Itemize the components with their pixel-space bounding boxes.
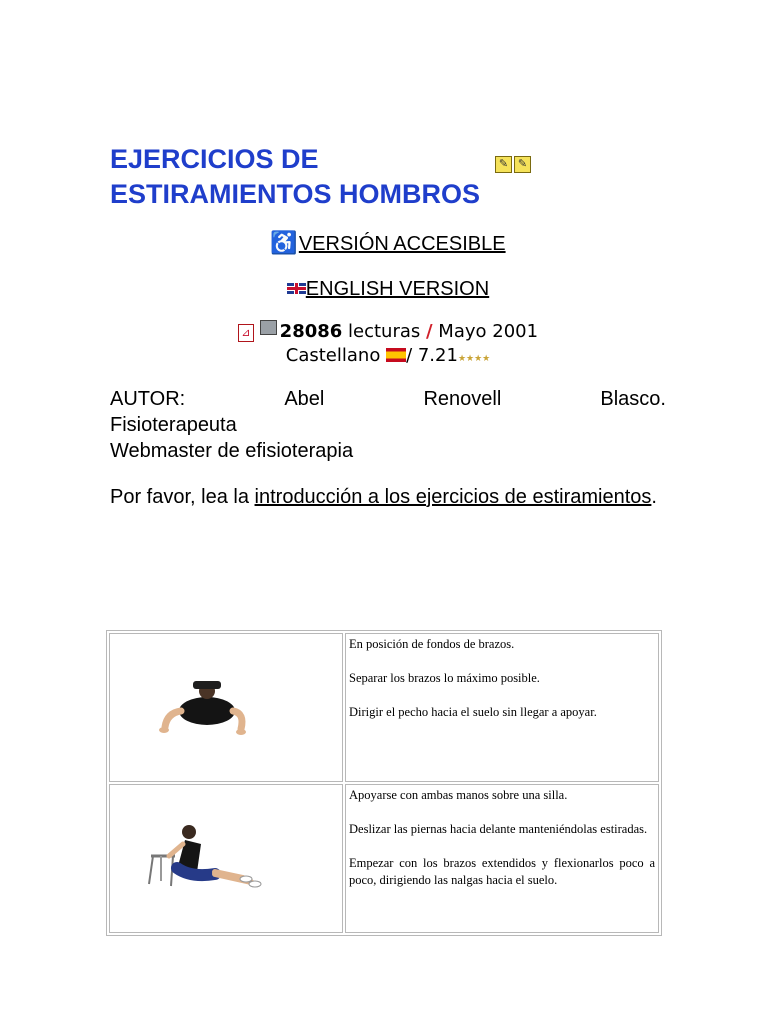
edit-icon[interactable]: ✎ [495,156,512,173]
author-first-name: Abel [284,388,325,410]
wheelchair-icon: ♿ [270,230,298,255]
separator: / [426,321,433,342]
english-version-link[interactable]: ENGLISH VERSION [305,278,490,300]
author-surname-1: Renovell [423,388,502,410]
accessible-version-row [110,230,666,257]
exercise-text-cell [345,633,659,782]
exercise-image-cell [109,784,343,933]
language-label: Castellano [285,345,387,366]
exercise-figure-pushup [111,635,341,775]
exercise-step: Empezar con los brazos extendidos y flexionarlos poco a poco, dirigiendo las nalgas hacia el suelo. [349,856,655,887]
title-icons [495,156,531,173]
intro-paragraph [110,484,666,510]
accessible-version-link[interactable]: VERSIÓN ACCESIBLE [298,233,506,255]
rating-stars: ★★★★ [457,354,491,364]
stats-line [110,320,666,344]
rating-value: / 7.21 [406,345,458,366]
pdf-icon[interactable]: ⊿ [238,324,254,342]
intro-link[interactable]: introducción a los ejercicios de estiramientos [254,486,652,508]
exercise-text-cell [345,784,659,933]
table-row [109,784,659,933]
language-line [110,344,666,371]
exercise-table [106,630,662,936]
author-label: AUTOR: [110,388,186,410]
read-count: 28086 [279,321,343,342]
author-profession: Fisioterapeuta [110,414,237,436]
title-line-2: ESTIRAMIENTOS HOMBROS [110,179,481,209]
publish-date: Mayo 2001 [432,321,539,342]
exercise-step: Deslizar las piernas hacia delante manteniéndolas estiradas. [349,822,648,836]
edit-icon[interactable]: ✎ [514,156,531,173]
intro-prefix: Por favor, lea la [110,486,255,508]
intro-suffix: . [651,486,657,508]
title-line-1: EJERCICIOS DE [110,144,319,174]
author-block [110,386,666,464]
table-row [109,633,659,782]
author-surname-2: Blasco. [600,388,666,410]
exercise-image-cell [109,633,343,782]
reads-label: lecturas [342,321,426,342]
spain-flag-icon [386,348,406,362]
page-title [110,142,590,212]
exercise-step: Apoyarse con ambas manos sobre una silla. [349,788,568,802]
exercise-step: En posición de fondos de brazos. [349,637,515,651]
author-role: Webmaster de efisioterapia [110,440,354,462]
print-icon[interactable] [260,320,277,335]
exercise-figure-chair-dip [111,786,341,926]
exercise-step: Dirigir el pecho hacia el suelo sin llegar a apoyar. [349,705,597,719]
exercise-step: Separar los brazos lo máximo posible. [349,671,540,685]
english-version-row [110,276,666,302]
uk-flag-icon [287,283,306,294]
